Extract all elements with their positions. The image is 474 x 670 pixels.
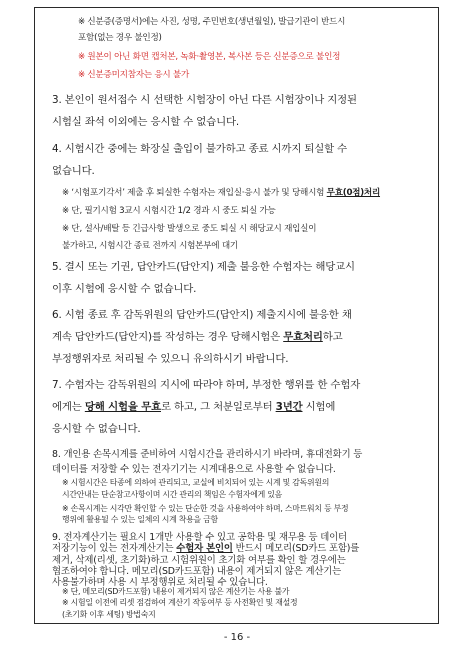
item-8-line xyxy=(52,446,432,460)
text-segment: 사용불가하며 사용 시 부정행위로 처리될 수 있습니다. xyxy=(52,577,268,589)
note-copy-not-accepted-line xyxy=(78,50,433,62)
text-segment: (초기화 이후 세팅) 방법숙지 xyxy=(62,609,156,619)
text-segment: ※ 시험시간은 타종에 의하여 관리되고, 교실에 비치되어 있는 시계 및 감독위원의 xyxy=(62,478,330,488)
text-segment: ※ 손목시계는 시각만 확인할 수 있는 단순한 것을 사용하여야 하며, 스마트워치 등 부정 xyxy=(62,504,349,514)
text-segment: 포함(없는 경우 불인정) xyxy=(78,33,162,43)
item-7-line xyxy=(52,376,432,391)
text-segment: ※ 단, 설사/배탈 등 긴급사항 발생으로 중도 퇴실 시 해당교시 재입실이 xyxy=(62,224,317,234)
note-id-types-line xyxy=(78,15,433,27)
item-6-line xyxy=(52,306,432,321)
item-5-line xyxy=(52,280,432,295)
text-segment: 응시할 수 없습니다. xyxy=(52,423,141,435)
text-segment: 3. 본인이 원서접수 시 선택한 시험장이 아닌 다른 시험장이나 지정된 xyxy=(52,94,357,106)
text-segment: ※ 신분증(증명서)에는 사진, 성명, 주민번호(생년월일), 발급기관이 반드시 xyxy=(78,17,346,27)
emphasis-text: 수험자 본인이 xyxy=(176,543,233,555)
text-segment: 제거, 삭제(리셋, 초기화)하고 시험위원이 초기화 여부를 확인 할 경우에는 xyxy=(52,554,346,566)
text-segment: 이후 시험에 응시할 수 없습니다. xyxy=(52,283,197,295)
text-segment: 5. 결시 또는 기권, 답안카드(답안지) 제출 불응한 수험자는 해당교시 xyxy=(52,261,355,273)
note-watch-line xyxy=(62,503,434,514)
text-segment: 에게는 xyxy=(52,401,85,413)
emphasis-text: ※ 원본이 아닌 화면 캡처본, 녹화·촬영본, 복사본 등은 신분증으로 불인정 xyxy=(78,52,341,62)
text-segment: 저장기능이 있는 전자계산기는 xyxy=(52,543,177,555)
page-number: - 16 - xyxy=(223,632,251,643)
item-5-line xyxy=(52,258,432,273)
text-segment: 6. 시험 종료 후 감독위원의 답안카드(답안지) 제출지시에 불응한 채 xyxy=(52,309,352,321)
text-segment: 4. 시험시간 중에는 화장실 출입이 불가하고 종료 시까지 퇴실할 수 xyxy=(52,143,348,155)
text-segment: 시험에 xyxy=(302,401,336,413)
text-segment: 계속 답안카드(답안지)를 작성하는 경우 당해시험은 xyxy=(52,331,284,343)
text-segment: 반드시 메모리(SD카드 포함)를 xyxy=(232,543,360,555)
note-emergency-line xyxy=(62,239,434,251)
emphasis-text: 무효처리 xyxy=(283,331,323,343)
note-room-clock-line xyxy=(62,477,434,488)
text-segment: 시간안내는 단순참고사항이며 시간 관리의 책임은 수험자에게 있음 xyxy=(62,489,282,499)
text-segment: ※ 시험일 이전에 리셋 점검하여 계산기 작동여부 등 사전확인 및 재설정 xyxy=(62,598,298,608)
item-7-line xyxy=(52,398,432,413)
note-room-clock-line xyxy=(62,489,434,500)
item-7-line xyxy=(52,420,432,435)
text-segment: 9. 전자계산기는 필요시 1개만 사용할 수 있고 공학용 및 재무용 등 데이터 xyxy=(52,531,347,543)
note-no-id-no-exam-line xyxy=(78,68,433,80)
text-segment: ※ 단, 메모리(SD카드포함) 내용이 제거되지 않은 계산기는 사용 불가 xyxy=(62,586,290,596)
note-reset-check-line xyxy=(62,609,434,620)
item-4-line xyxy=(52,140,432,155)
text-segment: 시험실 좌석 이외에는 응시할 수 없습니다. xyxy=(52,116,240,128)
emphasis-text: 무효(0점)처리 xyxy=(326,188,381,198)
item-3-line xyxy=(52,91,432,106)
text-segment: 8. 개인용 손목시계를 준비하여 시험시간을 관리하시기 바라며, 휴대전화기 등 xyxy=(52,449,363,460)
note-watch-line xyxy=(62,514,434,525)
item-8-line xyxy=(52,461,432,475)
note-reset-check-line xyxy=(62,597,434,608)
note-memory-unremoved-line xyxy=(62,586,434,597)
text-segment: 없습니다. xyxy=(52,165,95,177)
emphasis-text: 당해 시험을 무효 xyxy=(84,401,161,413)
emphasis-text: 3년간 xyxy=(275,401,303,413)
emphasis-text: ※ 신분증미지참자는 응시 불가 xyxy=(78,70,190,80)
item-3-line xyxy=(52,113,432,128)
item-6-line xyxy=(52,350,432,365)
item-4-line xyxy=(52,162,432,177)
text-segment: 행위에 활용될 수 있는 일체의 시계 착용을 금함 xyxy=(62,515,218,525)
note-id-types-line xyxy=(78,31,433,43)
text-segment: ※ ‘시험포기각서’ 제출 후 퇴실한 수험자는 재입실·응시 불가 및 당해시험 xyxy=(62,188,327,198)
text-segment: 7. 수험자는 감독위원의 지시에 따라야 하며, 부정한 행위를 한 수험자 xyxy=(52,379,361,391)
text-segment: 로 하고, 그 처분일로부터 xyxy=(160,401,276,413)
text-segment: 데이터를 저장할 수 있는 전자기기는 시계대용으로 사용할 수 없습니다. xyxy=(52,463,336,475)
text-segment: 불가하고, 시험시간 종료 전까지 시험본부에 대기 xyxy=(62,241,238,251)
note-emergency-line xyxy=(62,222,434,234)
text-segment: 협조하여야 합니다. 메모리(SD카드포함) 내용이 제거되지 않은 계산기는 xyxy=(52,565,342,577)
note-written-exam-line xyxy=(62,204,434,216)
note-leave-early-line xyxy=(62,186,434,198)
item-6-line xyxy=(52,328,432,343)
text-segment: 하고 xyxy=(322,331,343,343)
text-segment: 부정행위자로 처리될 수 있으니 유의하시기 바랍니다. xyxy=(52,353,289,365)
text-segment: ※ 단, 필기시험 3교시 시험시간 1/2 경과 시 중도 퇴실 가능 xyxy=(62,206,276,216)
